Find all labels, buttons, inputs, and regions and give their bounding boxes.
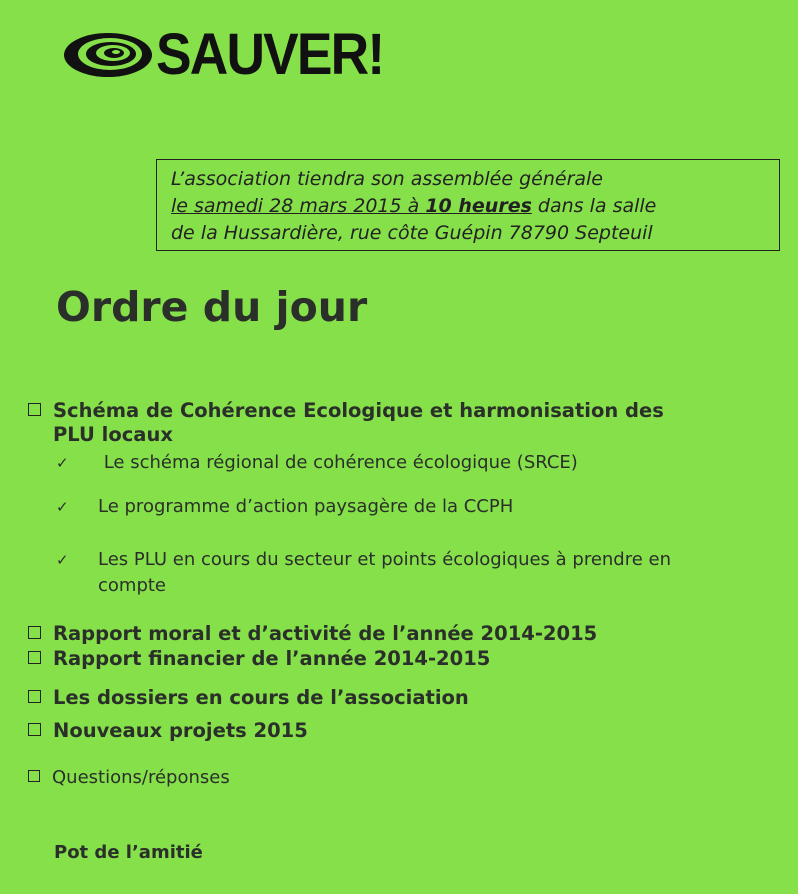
- page-title: Ordre du jour: [56, 283, 368, 331]
- agenda-item-projets: [28, 719, 308, 743]
- checkbox-icon: [28, 403, 41, 416]
- agenda-subitem-srce: [56, 450, 578, 476]
- agenda-item-label: Rapport moral et d’activité de l’année 2014-2015: [53, 622, 598, 645]
- logo-text: SAUVER!: [156, 22, 384, 87]
- agenda-item-label: Schéma de Cohérence Ecologique et harmonisation des: [53, 399, 664, 422]
- checkmark-icon: ✓: [56, 454, 69, 472]
- checkmark-icon: ✓: [56, 551, 69, 569]
- notice-line-2: [171, 193, 779, 220]
- agenda-subitem-plu: [56, 547, 671, 598]
- logo: [62, 20, 403, 90]
- notice-date: le samedi 28 mars 2015 à: [171, 195, 426, 217]
- notice-line-2-rest: dans la salle: [531, 195, 657, 217]
- checkmark-icon: ✓: [56, 498, 69, 516]
- subitem-label: Les PLU en cours du secteur et points écologiques à prendre en: [98, 549, 672, 570]
- notice-line-3: de la Hussardière, rue côte Guépin 78790 Septeuil: [171, 222, 653, 244]
- checkbox-icon: [28, 723, 41, 736]
- agenda-item-scoe: [28, 399, 664, 447]
- checkbox-icon: [28, 770, 40, 782]
- agenda-item-label: Nouveaux projets 2015: [53, 719, 308, 742]
- checkbox-icon: [28, 690, 41, 703]
- agenda-subitem-ccph: [56, 494, 513, 520]
- agenda-item-label: Questions/réponses: [52, 767, 230, 788]
- subitem-label: Le schéma régional de cohérence écologique (SRCE): [98, 452, 578, 473]
- agenda-item-questions: [28, 767, 230, 788]
- spiral-ring-icon: [62, 30, 154, 80]
- agenda-item-label: Rapport financier de l’année 2014-2015: [53, 647, 491, 670]
- agenda-item-rapport-moral: [28, 622, 597, 646]
- notice-time: 10 heures: [425, 195, 532, 217]
- agenda-item-label-cont: PLU locaux: [53, 423, 173, 446]
- closing-text: Pot de l’amitié: [54, 842, 203, 863]
- notice-line-1: L’association tiendra son assemblée générale: [171, 168, 603, 190]
- agenda-item-label: Les dossiers en cours de l’association: [53, 686, 469, 709]
- checkbox-icon: [28, 626, 41, 639]
- agenda-item-dossiers: [28, 686, 469, 710]
- checkbox-icon: [28, 651, 41, 664]
- subitem-label: Le programme d’action paysagère de la CCPH: [98, 496, 514, 517]
- agenda-item-rapport-financier: [28, 647, 490, 671]
- subitem-label-cont: compte: [98, 575, 167, 596]
- meeting-notice-box: [156, 159, 780, 251]
